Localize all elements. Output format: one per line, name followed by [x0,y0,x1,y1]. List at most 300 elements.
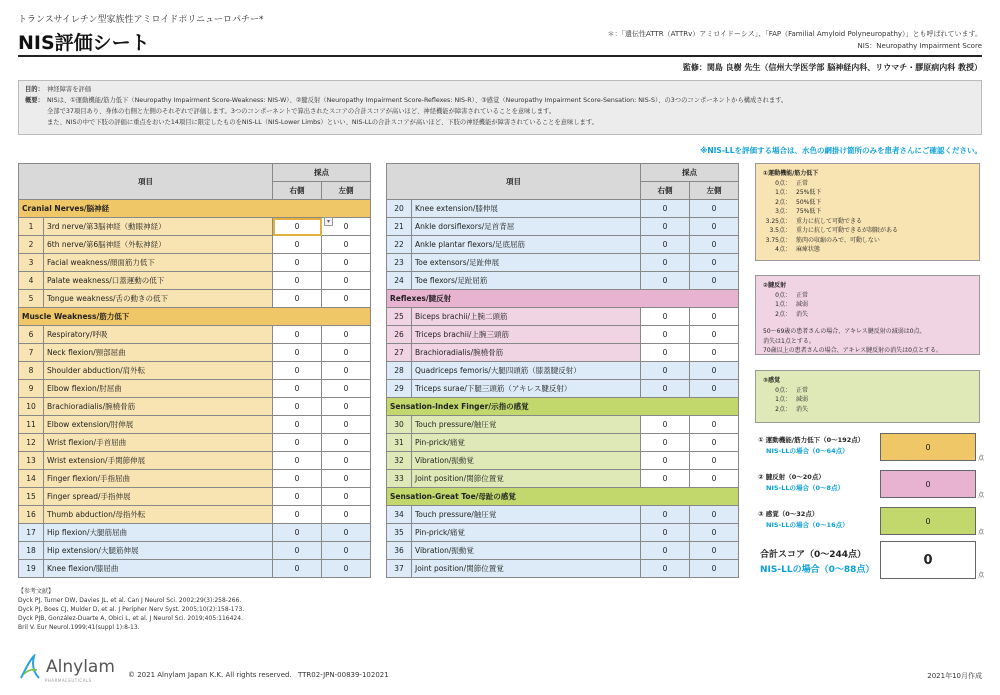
item-number: 34 [387,506,412,524]
motor-criteria-list [763,179,972,255]
item-number: 33 [387,470,412,488]
item-name: Wrist flexion/手首屈曲 [44,434,273,452]
item-number: 28 [387,362,412,380]
left-score-field[interactable]: 0 [322,452,371,470]
sensation-panel-title: ③感覚 [763,377,781,384]
left-score-field[interactable]: 0 [322,380,371,398]
item-name: Finger flexion/手指屈曲 [44,470,273,488]
item-name: Joint position/関節位置覚 [412,560,641,578]
right-score-field[interactable]: 0 [273,416,322,434]
document-subtitle: トランスサイレチン型家族性アミロイドポリニューロパチー* [18,15,264,25]
sensation-ll-range: NIS-LLの場合（0〜16点） [766,521,849,529]
score-item-row [387,470,739,488]
score-item-row [19,254,371,272]
item-name: Wrist extension/手関節伸展 [44,452,273,470]
motor-total-label [758,435,864,457]
criteria-row [763,300,972,310]
item-number: 1 [19,218,44,236]
criteria-description: 減弱 [796,301,809,308]
reflex-total-field[interactable]: 0 [880,470,976,498]
score-item-row [19,398,371,416]
score-item-row [387,416,739,434]
criteria-row [763,226,972,236]
right-score-field[interactable]: 0 [641,434,690,452]
score-item-row [19,272,371,290]
section-label: Reflexes/腱反射 [387,290,739,308]
criteria-description: 麻痺状態 [796,246,821,253]
left-score-field[interactable]: 0 [322,254,371,272]
left-score-field[interactable]: 0 [690,560,739,578]
item-name: Toe flexors/足趾屈筋 [412,272,641,290]
item-number: 27 [387,344,412,362]
reference-1: Dyck PJ, Turner DW, Davies JL, et al. Can J Neurol Sci. 2002;29(3):258-266. [18,597,242,604]
supervisor-credit: 監修：関島 良樹 先生（信州大学医学部 脳神経内科、リウマチ・膠原病内科 教授） [682,63,982,72]
item-number: 2 [19,236,44,254]
criteria-row [763,245,972,255]
right-score-field[interactable]: 0 [273,380,322,398]
section-header [19,308,371,326]
reference-2: Dyck PJ, Boes CJ, Mulder D, et al. J Peripher Nerv Syst. 2005;10(2):158-173. [18,606,245,613]
score-item-row [19,524,371,542]
left-score-field[interactable]: 0 [322,362,371,380]
overview-line-1 [25,95,975,106]
item-name: Pin-prick/痛覚 [412,434,641,452]
item-number: 16 [19,506,44,524]
item-number: 32 [387,452,412,470]
right-score-field[interactable]: 0 [641,506,690,524]
score-item-row [19,380,371,398]
left-score-field[interactable]: 0 [690,434,739,452]
right-score-field[interactable]: 0 [273,542,322,560]
item-name: Brachioradialis/腕橈骨筋 [44,398,273,416]
criteria-row [763,310,972,320]
reflex-total-label [758,472,844,494]
right-score-field[interactable]: 0 [273,236,322,254]
item-name: Vibration/振動覚 [412,542,641,560]
right-score-field[interactable]: 0 [641,452,690,470]
item-name: 3rd nerve/第3脳神経（動眼神経） [44,218,273,236]
left-score-field[interactable]: 0 [690,362,739,380]
overview-text-1: NISは、①運動機能/筋力低下（Neuropathy Impairment Score-Weakness: NIS-W）、②腱反射（Neuropathy Impairment Score-Reflexes: NIS-R）、③感覚（Neuropathy Impairment Score-Sensation: NIS-S）、の3つのコンポーネントから構成されます。 [47,97,788,104]
footnote-nis: NIS：Neuropathy Impairment Score [857,42,982,50]
references [18,587,244,632]
right-score-field[interactable]: 0 [641,560,690,578]
item-name: Triceps surae/下腿三頭筋（アキレス腱反射） [412,380,641,398]
creation-date: 2021年10月作成 [927,672,982,680]
criteria-score: 2点： [775,310,791,318]
item-number: 9 [19,380,44,398]
criteria-description: 50%低下 [796,198,822,206]
item-name: Neck flexion/頸部屈曲 [44,344,273,362]
left-score-field[interactable]: 0 [690,470,739,488]
score-item-row [387,560,739,578]
section-header [387,290,739,308]
item-name: Toe extensors/足趾伸展 [412,254,641,272]
criteria-description: 消失 [796,310,809,318]
score-table-right [386,163,739,578]
criteria-row [763,217,972,227]
criteria-row [763,236,972,246]
section-label: Sensation-Index Finger/示指の感覚 [387,398,739,416]
left-score-field[interactable]: 0 [322,290,371,308]
reflex-scoring-panel [755,275,980,355]
criteria-row [763,405,972,415]
motor-total-field[interactable]: 0 [880,433,976,461]
criteria-score: 1点： [775,189,791,196]
score-item-row [19,470,371,488]
reflex-panel-title: ②腱反射 [763,282,787,289]
copyright: © 2021 Alnylam Japan K.K. All rights reserved. [128,671,292,679]
title-rule [18,55,982,57]
right-score-field[interactable]: 0 [273,470,322,488]
left-score-field[interactable]: 0 [690,416,739,434]
item-name: Hip flexion/大腿筋屈曲 [44,524,273,542]
left-score-field[interactable]: 0 [322,344,371,362]
score-item-row [19,290,371,308]
document-code: TTR02-JPN-00839-102021 [298,671,389,679]
item-number: 36 [387,542,412,560]
item-number: 37 [387,560,412,578]
left-score-field[interactable]: 0 [690,452,739,470]
motor-panel-title: ①運動機能/筋力低下 [763,170,819,177]
item-name: Triceps brachii/上腕三頭筋 [412,326,641,344]
dropdown-arrow-icon[interactable]: ▾ [324,217,333,226]
item-number: 18 [19,542,44,560]
reflex-note-1: 50〜69歳の患者さんの場合、アキレス腱反射の減弱は0点、 [763,328,926,335]
item-number: 29 [387,380,412,398]
score-item-row [387,200,739,218]
nis-ll-note: ※NIS-LLを評価する場合は、水色の網掛け箇所のみを患者さんにご確認ください。 [700,146,982,155]
left-score-field[interactable]: 0 [322,434,371,452]
score-item-row [19,452,371,470]
item-name: Vibration/振動覚 [412,452,641,470]
right-side-header: 右側 [641,182,690,200]
section-label: Cranial Nerves/脳神経 [19,200,371,218]
item-number: 24 [387,272,412,290]
criteria-score: 3.25点： [765,217,791,225]
reference-3: Dyck PJB, González-Duarte A, Obici L, et al. J Neurol Sci. 2019;405:116424. [18,615,243,622]
logo-wordmark: Alnylam [46,657,115,677]
criteria-score: 3.5点： [769,227,791,234]
right-score-field[interactable]: 0 [641,200,690,218]
left-score-field[interactable]: 0 [690,200,739,218]
right-score-field[interactable]: 0 [641,272,690,290]
item-name: Knee extension/膝伸展 [412,200,641,218]
item-number: 21 [387,218,412,236]
reflex-ll-range: NIS-LLの場合（0〜8点） [766,484,845,492]
left-score-field[interactable]: 0 [690,506,739,524]
right-score-field[interactable]: 0 [641,416,690,434]
overview-line-3: また、NISの中で下肢の評価に重点をおいた14項目に限定したものをNIS-LL（NIS-Lower Limbs）といい、NIS-LLの合計スコアが高いほど、下肢の神経機能が障害されていることを意味します。 [47,119,598,126]
score-header: 採点 [641,164,739,182]
left-score-field[interactable]: 0 [690,344,739,362]
left-score-field[interactable]: 0 [322,488,371,506]
score-item-row [387,452,739,470]
item-number: 4 [19,272,44,290]
left-score-field[interactable]: 0 [690,254,739,272]
sensation-criteria-list [763,386,972,415]
left-score-field[interactable]: 0 [322,272,371,290]
score-item-row [387,272,739,290]
criteria-description: 重力に抗して可動できる [796,217,863,225]
purpose-line [25,84,975,95]
score-item-row [387,236,739,254]
score-item-row [19,488,371,506]
right-score-field[interactable]: 0 [273,398,322,416]
right-score-field[interactable]: 0 [273,254,322,272]
item-number: 6 [19,326,44,344]
sensation-total-field[interactable]: 0 [880,507,976,535]
footnote-attrv: ＊：「遺伝性ATTR（ATTRv）アミロイドーシス」、「FAP（Familial Amyloid Polyneuropathy）」とも呼ばれています。 [607,30,982,38]
left-score-field[interactable]: 0 [322,236,371,254]
item-header: 項目 [19,164,273,200]
score-table-right-body [387,200,739,578]
left-score-field[interactable]: 0 [322,506,371,524]
score-item-row [387,434,739,452]
criteria-row [763,188,972,198]
overview-line-2: 全部で37項目あり、身体の右側と左側のそれぞれで評価します。3つのコンポーネントで算出されたスコアの合計スコアが高いほど、神経機能が障害されていることを意味します。 [47,108,556,115]
score-item-row [19,326,371,344]
sensation-unit: 点 [978,529,985,536]
item-number: 3 [19,254,44,272]
right-score-field[interactable]: 0 [641,308,690,326]
score-item-row [19,218,371,236]
reference-4: Bril V. Eur Neurol.1999;41(suppl 1):8-13. [18,624,140,631]
item-name: Quadriceps femoris/大腿四頭筋（膝蓋腱反射） [412,362,641,380]
criteria-row [763,395,972,405]
criteria-score: 3点： [775,208,791,215]
item-name: Elbow extension/肘伸展 [44,416,273,434]
right-score-field[interactable]: 0 [641,236,690,254]
item-number: 13 [19,452,44,470]
score-header: 採点 [273,164,371,182]
reflex-unit: 点 [978,492,985,499]
item-number: 19 [19,560,44,578]
left-score-field[interactable]: 0 [322,524,371,542]
score-item-row [387,380,739,398]
item-name: Pin-prick/痛覚 [412,524,641,542]
score-item-row [19,506,371,524]
overview-box [18,80,982,135]
item-number: 7 [19,344,44,362]
item-number: 10 [19,398,44,416]
left-score-field[interactable]: 0 [322,416,371,434]
criteria-description: 75%低下 [796,208,822,215]
sensation-total-label [758,509,849,531]
reflex-criteria-list [763,291,972,320]
left-score-field[interactable]: 0 [690,524,739,542]
item-name: Brachioradialis/腕橈骨筋 [412,344,641,362]
reflex-note-3: 70歳以上の患者さんの場合、アキレス腱反射の消失は0点とする。 [763,347,942,354]
criteria-row [763,198,972,208]
item-number: 5 [19,290,44,308]
item-number: 22 [387,236,412,254]
score-item-row [19,416,371,434]
score-table-left-body [19,200,371,578]
section-header [19,200,371,218]
item-number: 8 [19,362,44,380]
right-score-field[interactable]: 0 [273,524,322,542]
left-side-header: 左側 [690,182,739,200]
left-side-header: 左側 [322,182,371,200]
item-header: 項目 [387,164,641,200]
score-item-row [387,506,739,524]
right-score-field[interactable]: 0 [273,434,322,452]
criteria-description: 消失 [796,405,809,413]
right-score-field[interactable]: 0 [273,218,322,236]
left-score-field[interactable]: 0 [322,326,371,344]
criteria-score: 0点： [775,179,791,187]
item-number: 14 [19,470,44,488]
score-item-row [19,362,371,380]
right-score-field[interactable]: 0 [273,362,322,380]
right-score-field[interactable]: 0 [641,254,690,272]
item-name: Ankle dorsiflexors/足首背屈 [412,218,641,236]
sensation-scoring-panel [755,370,980,423]
item-name: Finger spread/手指伸展 [44,488,273,506]
grand-total-range: 合計スコア（0〜244点） [760,550,867,560]
left-score-field[interactable]: 0 [322,218,371,236]
left-score-field[interactable]: 0 [690,272,739,290]
criteria-score: 1点： [775,301,791,308]
score-item-row [387,362,739,380]
section-header [387,398,739,416]
section-label: Muscle Weakness/筋力低下 [19,308,371,326]
criteria-row [763,386,972,396]
score-table-left [18,163,371,578]
right-score-field[interactable]: 0 [273,506,322,524]
score-item-row [19,236,371,254]
reflex-note-2: 消失は1点とする。 [763,337,815,345]
sensation-total-range: ③ 感覚（0〜32点） [758,510,819,518]
logo-subtext: PHARMACEUTICALS [45,678,92,683]
item-name: Elbow flexion/肘屈曲 [44,380,273,398]
left-score-field[interactable]: 0 [690,308,739,326]
criteria-description: 正常 [796,386,809,394]
left-score-field[interactable]: 0 [690,542,739,560]
document-title: NIS評価シート [18,32,150,54]
item-name: Tongue weakness/舌の動きの低下 [44,290,273,308]
alnylam-mark-icon [18,654,42,680]
right-score-field[interactable]: 0 [641,344,690,362]
item-name: Shoulder abduction/肩外転 [44,362,273,380]
item-name: Facial weakness/顔面筋力低下 [44,254,273,272]
score-item-row [387,326,739,344]
left-score-field[interactable]: 0 [322,542,371,560]
left-score-field[interactable]: 0 [322,470,371,488]
section-label: Sensation-Great Toe/母趾の感覚 [387,488,739,506]
criteria-description: 正常 [796,291,809,299]
motor-unit: 点 [978,455,985,462]
right-score-field[interactable]: 0 [273,272,322,290]
score-item-row [19,344,371,362]
score-item-row [387,344,739,362]
score-item-row [387,542,739,560]
motor-total-range: ① 運動機能/筋力低下（0〜192点） [758,436,865,444]
right-score-field[interactable]: 0 [641,380,690,398]
item-number: 30 [387,416,412,434]
left-score-field[interactable]: 0 [690,236,739,254]
score-item-row [387,524,739,542]
motor-scoring-panel [755,163,980,261]
item-name: Biceps brachii/上腕二頭筋 [412,308,641,326]
score-item-row [19,542,371,560]
item-name: Knee flexion/膝屈曲 [44,560,273,578]
right-score-field[interactable]: 0 [273,344,322,362]
left-score-field[interactable]: 0 [322,398,371,416]
right-score-field[interactable]: 0 [641,524,690,542]
purpose-text: 神経障害を評価 [47,86,92,93]
criteria-description: 重力に抗して可動できるが制限がある [796,227,899,234]
right-score-field[interactable]: 0 [641,470,690,488]
left-score-field[interactable]: 0 [690,218,739,236]
grand-total-field[interactable]: 0 [880,541,976,579]
right-score-field[interactable]: 0 [273,326,322,344]
item-number: 35 [387,524,412,542]
item-name: Touch pressure/触圧覚 [412,416,641,434]
right-score-field[interactable]: 0 [273,560,322,578]
item-number: 11 [19,416,44,434]
score-item-row [19,560,371,578]
item-number: 15 [19,488,44,506]
item-number: 20 [387,200,412,218]
item-name: Hip extension/大腿筋伸展 [44,542,273,560]
criteria-score: 4点： [775,246,791,253]
grand-total-unit: 点 [978,572,985,579]
grand-total-ll-range: NIS-LLの場合（0〜88点） [760,565,875,575]
item-name: Respiratory/呼吸 [44,326,273,344]
item-number: 31 [387,434,412,452]
item-number: 25 [387,308,412,326]
right-score-field[interactable]: 0 [273,452,322,470]
left-score-field[interactable]: 0 [322,560,371,578]
motor-ll-range: NIS-LLの場合（0〜64点） [766,447,849,455]
purpose-label: 目的： [25,86,44,93]
score-item-row [387,218,739,236]
right-score-field[interactable]: 0 [273,488,322,506]
criteria-score: 0点： [775,291,791,299]
right-score-field[interactable]: 0 [641,218,690,236]
item-name: 6th nerve/第6脳神経（外転神経） [44,236,273,254]
right-score-field[interactable]: 0 [641,362,690,380]
criteria-description: 正常 [796,179,809,187]
reflex-total-range: ② 腱反射（0〜20点） [758,473,825,481]
alnylam-logo [18,654,115,683]
item-name: Thumb abduction/母指外転 [44,506,273,524]
left-score-field[interactable]: 0 [690,380,739,398]
item-name: Palate weakness/口蓋運動の低下 [44,272,273,290]
right-score-field[interactable]: 0 [641,326,690,344]
right-score-field[interactable]: 0 [273,290,322,308]
criteria-score: 2点： [775,405,791,413]
score-item-row [387,254,739,272]
score-item-row [19,434,371,452]
criteria-score: 0点： [775,386,791,394]
item-number: 17 [19,524,44,542]
criteria-description: 減弱 [796,396,809,403]
criteria-row [763,291,972,301]
left-score-field[interactable]: 0 [690,326,739,344]
references-heading: 【参考文献】 [18,588,55,595]
section-header [387,488,739,506]
item-number: 26 [387,326,412,344]
grand-total-label [760,548,874,578]
right-side-header: 右側 [273,182,322,200]
criteria-score: 3.75点： [765,236,791,244]
right-score-field[interactable]: 0 [641,542,690,560]
item-number: 12 [19,434,44,452]
criteria-description: 25%低下 [796,189,822,196]
